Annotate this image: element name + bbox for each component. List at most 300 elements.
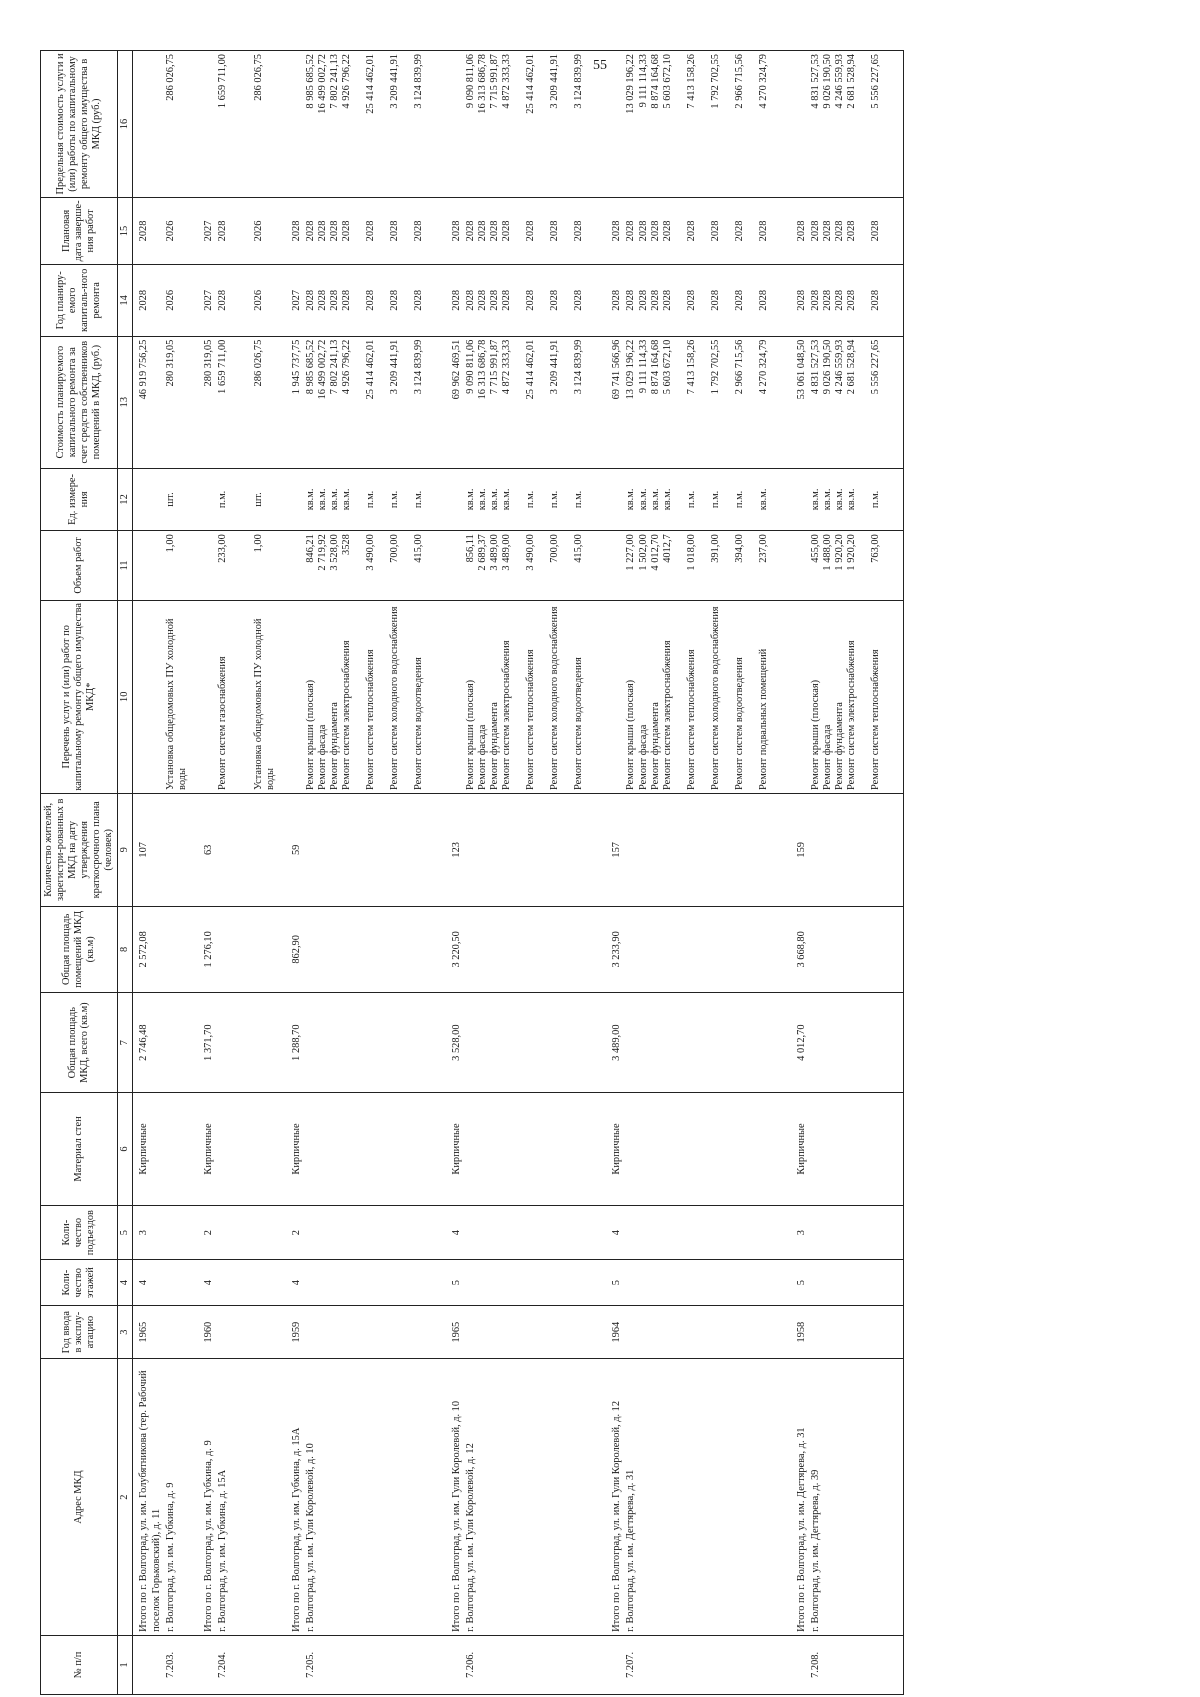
unit-value: п.м.	[216, 490, 228, 509]
repair-year-value: 2028	[413, 289, 425, 311]
total-area-cell	[216, 993, 286, 1093]
limit-cost-value: 286 026,75	[164, 54, 176, 101]
premises-area-cell	[304, 906, 446, 992]
wall-material-cell	[624, 1093, 790, 1206]
volume-value: 3 528,00	[329, 534, 341, 571]
unit-value: кв.м.	[845, 488, 857, 511]
limit-cost-cell	[446, 51, 464, 198]
unit-cell	[198, 468, 216, 531]
work-item: Ремонт фасада	[317, 724, 328, 790]
repair-year-cell	[446, 265, 464, 337]
work-item: Ремонт подвальных помещений	[757, 648, 769, 790]
cost-cell	[304, 336, 446, 468]
work-item: Ремонт фундамента	[833, 702, 845, 790]
cost-value: 4 831 527,53	[809, 339, 821, 395]
volume-value: 4012,7	[661, 534, 673, 563]
entrances-cell: 3	[791, 1205, 809, 1260]
residents-cell: 59	[286, 794, 304, 907]
works-cell	[464, 600, 606, 793]
header-cell: Предельная стоимость услуги и (или) работы по капитальному ремонту общего имущества в МКД (руб.)	[41, 51, 118, 198]
volume-value: 415,00	[413, 534, 425, 563]
limit-cost-value: 7 413 158,26	[685, 54, 697, 109]
volume-value: 1 920,20	[833, 534, 845, 571]
volume-value: 2 689,37	[477, 534, 489, 571]
header-cell: Коли-чество подъездов	[41, 1205, 118, 1260]
row-number-cell	[606, 1635, 624, 1694]
total-area-cell	[164, 993, 198, 1093]
column-number: 5	[118, 1205, 133, 1260]
repair-year-value: 2028	[451, 289, 463, 311]
works-cell	[809, 600, 904, 793]
unit-value: кв.м.	[649, 488, 661, 511]
limit-cost-value: 13 029 196,22	[625, 54, 637, 114]
limit-cost-value: 3 124 839,99	[573, 54, 585, 109]
header-cell: Общая площадь помещений МКД (кв.м)	[41, 906, 118, 992]
address-row	[624, 51, 790, 1695]
limit-cost-value: 7 715 991,87	[489, 54, 501, 109]
summary-row	[446, 51, 464, 1695]
premises-area-cell	[164, 906, 198, 992]
unit-value: п.м.	[525, 490, 537, 509]
entrances-cell: 3	[133, 1205, 164, 1260]
floors-cell	[624, 1260, 790, 1306]
repair-year-value: 2028	[611, 289, 623, 311]
premises-area-cell	[216, 906, 286, 992]
year-built-cell: 1965	[133, 1305, 164, 1358]
header-cell: Объем работ	[41, 531, 118, 600]
completion-year-value: 2028	[216, 220, 228, 242]
unit-cell	[606, 468, 624, 531]
total-area-cell: 2 746,48	[133, 993, 164, 1093]
wall-material-cell: Кирпичные	[198, 1093, 216, 1206]
column-number: 10	[118, 600, 133, 793]
total-area-cell: 3 528,00	[446, 993, 464, 1093]
unit-value: шт.	[164, 492, 176, 507]
premises-area-cell: 1 276,10	[198, 906, 216, 992]
rotated-table-container	[40, 50, 1148, 1695]
unit-cell	[624, 468, 790, 531]
completion-year-value: 2028	[138, 220, 150, 242]
volume-cell	[464, 531, 606, 600]
header-cell: № п/п	[41, 1635, 118, 1694]
premises-area-cell: 3 668,80	[791, 906, 809, 992]
completion-year-value: 2028	[501, 220, 513, 242]
volume-value: 700,00	[549, 534, 561, 563]
cost-cell	[216, 336, 286, 468]
volume-value: 1,00	[164, 534, 176, 553]
completion-year-value: 2028	[795, 220, 807, 242]
unit-cell	[133, 468, 164, 531]
residents-cell	[216, 794, 286, 907]
cost-value: 5 603 672,10	[661, 339, 673, 395]
floors-cell	[216, 1260, 286, 1306]
summary-row	[286, 51, 304, 1695]
cost-value	[241, 340, 253, 465]
limit-cost-value: 4 926 796,22	[341, 54, 353, 109]
completion-date-cell	[164, 197, 198, 264]
volume-value: 3528	[341, 534, 353, 555]
residents-cell	[809, 794, 904, 907]
volume-value: 1,00	[252, 534, 264, 553]
volume-value: 3 489,00	[501, 534, 513, 571]
completion-year-value: 2028	[413, 220, 425, 242]
works-cell	[791, 600, 809, 793]
repair-year-value: 2028	[216, 289, 228, 311]
address-row	[464, 51, 606, 1695]
floors-cell	[164, 1260, 198, 1306]
repair-year-value: 2028	[525, 289, 537, 311]
repair-year-cell	[791, 265, 809, 337]
residents-cell	[464, 794, 606, 907]
unit-cell	[164, 468, 198, 531]
completion-year-value: 2028	[477, 220, 489, 242]
cost-value: 46 919 756,25	[138, 339, 150, 400]
completion-year-value: 2028	[833, 220, 845, 242]
cost-value: 1 659 711,00	[216, 339, 228, 394]
unit-value: кв.м.	[625, 488, 637, 511]
limit-cost-value: 1 659 711,00	[216, 54, 228, 109]
completion-date-cell	[304, 197, 446, 264]
cost-value: 25 414 462,01	[365, 339, 377, 400]
limit-cost-cell	[133, 51, 164, 198]
work-item: Ремонт систем водоотведения	[573, 657, 585, 790]
completion-date-cell	[133, 197, 164, 264]
entrances-cell	[624, 1205, 790, 1260]
completion-year-value: 2028	[733, 220, 745, 242]
wall-material-cell: Кирпичные	[791, 1093, 809, 1206]
year-built-cell: 1959	[286, 1305, 304, 1358]
repair-year-cell	[464, 265, 606, 337]
floors-cell: 4	[133, 1260, 164, 1306]
row-number-cell: 7.204.	[216, 1635, 286, 1694]
repair-year-value: 2028	[795, 289, 807, 311]
wall-material-cell	[304, 1093, 446, 1206]
unit-value: кв.м.	[833, 488, 845, 511]
limit-cost-value: 9 090 811,06	[465, 54, 477, 109]
address-cell: Итого по г. Волгоград, ул. им. Голубятникова (тер. Рабочий поселок Горьковский), д. 11	[133, 1359, 164, 1635]
limit-cost-value: 1 792 702,55	[709, 54, 721, 109]
volume-cell	[133, 531, 164, 600]
works-cell	[198, 600, 216, 793]
completion-date-cell	[464, 197, 606, 264]
limit-cost-value: 4 246 559,93	[833, 54, 845, 109]
repair-year-value: 2028	[317, 289, 328, 311]
completion-year-value: 2027	[202, 220, 214, 242]
cost-value: 4 246 559,93	[833, 339, 845, 395]
unit-value: п.м.	[685, 490, 697, 509]
address-row	[216, 51, 286, 1695]
completion-year-value: 2028	[365, 220, 377, 242]
residents-cell: 123	[446, 794, 464, 907]
unit-cell	[304, 468, 446, 531]
repair-year-cell	[286, 265, 304, 337]
repair-year-value: 2028	[341, 289, 353, 311]
volume-value: 700,00	[389, 534, 401, 563]
header-cell: Перечень услуг и (или) работ по капитальному ремонту общего имущества МКД*	[41, 600, 118, 793]
repair-year-value: 2026	[252, 289, 264, 311]
volume-value: 233,00	[216, 534, 228, 563]
wall-material-cell	[464, 1093, 606, 1206]
cost-value: 7 802 241,13	[329, 339, 341, 395]
completion-year-value: 2028	[625, 220, 637, 242]
unit-value: п.м.	[573, 490, 585, 509]
completion-date-cell	[216, 197, 286, 264]
limit-cost-value: 5 603 672,10	[661, 54, 673, 109]
repair-year-cell	[133, 265, 164, 337]
limit-cost-cell	[624, 51, 790, 198]
repair-year-value: 2028	[573, 289, 585, 311]
work-item: Ремонт фасада	[821, 724, 833, 790]
work-item: Установка общедомовых ПУ холодной воды	[164, 618, 188, 790]
header-cell: Количество жителей, зарегистри-рованных в МКД на дату утверждения краткосрочного плана (человек)	[41, 794, 118, 907]
repair-year-value: 2028	[869, 289, 881, 311]
volume-cell	[198, 531, 216, 600]
column-number: 15	[118, 197, 133, 264]
column-number: 2	[118, 1359, 133, 1635]
address-row	[164, 51, 198, 1695]
year-built-cell	[164, 1305, 198, 1358]
cost-value: 9 026 190,50	[821, 339, 833, 395]
unit-value: кв.м.	[477, 488, 489, 511]
volume-value: 846,21	[304, 534, 316, 563]
unit-value: п.м.	[389, 490, 401, 509]
header-cell: Коли-чество этажей	[41, 1260, 118, 1306]
column-number: 14	[118, 265, 133, 337]
volume-value: 3 489,00	[489, 534, 501, 571]
limit-cost-cell	[164, 51, 198, 198]
column-number: 7	[118, 993, 133, 1093]
repair-year-value: 2028	[477, 289, 489, 311]
cost-value: 280 319,05	[164, 339, 176, 387]
cost-cell	[133, 336, 164, 468]
work-item: Ремонт систем теплоснабжения	[525, 649, 537, 790]
volume-cell	[164, 531, 198, 600]
completion-year-value: 2028	[549, 220, 561, 242]
entrances-cell: 2	[286, 1205, 304, 1260]
cost-value: 3 209 441,91	[389, 339, 401, 395]
repair-year-value: 2028	[549, 289, 561, 311]
summary-row	[133, 51, 164, 1695]
cost-cell	[286, 336, 304, 468]
work-item: Ремонт систем электроснабжения	[661, 640, 673, 790]
repair-year-cell	[606, 265, 624, 337]
column-number: 12	[118, 468, 133, 531]
entrances-cell	[216, 1205, 286, 1260]
column-number: 16	[118, 51, 133, 198]
floors-cell	[304, 1260, 446, 1306]
volume-value: 1 488,00	[821, 534, 833, 571]
repair-year-cell	[304, 265, 446, 337]
limit-cost-value: 16 313 686,78	[477, 54, 489, 114]
cost-value: 8 985 685,52	[304, 339, 316, 395]
unit-value: кв.м.	[317, 488, 328, 511]
unit-value: п.м.	[413, 490, 425, 509]
premises-area-cell	[624, 906, 790, 992]
entrances-cell	[304, 1205, 446, 1260]
cost-value: 69 741 566,96	[611, 339, 623, 400]
cost-cell	[164, 336, 198, 468]
repair-year-cell	[624, 265, 790, 337]
limit-cost-value: 9 111 114,33	[637, 54, 649, 108]
row-number-cell	[446, 1635, 464, 1694]
column-number: 1	[118, 1635, 133, 1694]
work-item: Ремонт систем водоотведения	[413, 657, 425, 790]
total-area-cell: 1 371,70	[198, 993, 216, 1093]
cost-cell	[791, 336, 809, 468]
work-item: Ремонт систем электроснабжения	[845, 640, 857, 790]
work-item: Ремонт систем холодного водоснабжения	[549, 606, 561, 790]
unit-cell	[286, 468, 304, 531]
cost-value: 7 413 158,26	[685, 339, 697, 395]
total-area-cell	[624, 993, 790, 1093]
floors-cell: 5	[791, 1260, 809, 1306]
address-cell: Итого по г. Волгоград, ул. им. Губкина, д. 15А	[286, 1359, 304, 1635]
unit-value: п.м.	[733, 490, 745, 509]
entrances-cell	[164, 1205, 198, 1260]
wall-material-cell: Кирпичные	[133, 1093, 164, 1206]
unit-value: кв.м.	[757, 488, 769, 511]
cost-cell	[198, 336, 216, 468]
work-item: Ремонт фасада	[637, 724, 649, 790]
residents-cell: 107	[133, 794, 164, 907]
cost-value: 9 090 811,06	[465, 339, 477, 394]
row-number-cell: 7.207.	[624, 1635, 790, 1694]
work-item: Ремонт систем газоснабжения	[216, 656, 228, 790]
volume-cell	[606, 531, 624, 600]
repair-year-cell	[216, 265, 286, 337]
total-area-cell: 3 489,00	[606, 993, 624, 1093]
total-area-cell: 4 012,70	[791, 993, 809, 1093]
header-cell: Материал стен	[41, 1093, 118, 1206]
cost-value: 4 270 324,79	[757, 339, 769, 395]
work-item: Ремонт крыши (плоская)	[809, 679, 821, 790]
volume-value: 2 719,92	[317, 534, 328, 571]
row-number-cell: 7.206.	[464, 1635, 606, 1694]
cost-value: 3 209 441,91	[549, 339, 561, 395]
floors-cell	[464, 1260, 606, 1306]
completion-year-value: 2028	[809, 220, 821, 242]
limit-cost-value: 8 985 685,52	[304, 54, 316, 109]
cost-value: 1 792 702,55	[709, 339, 721, 395]
work-item: Ремонт фундамента	[329, 702, 341, 790]
unit-value: кв.м.	[341, 488, 353, 511]
repair-year-value: 2028	[465, 289, 477, 311]
work-item: Ремонт систем холодного водоснабжения	[389, 606, 401, 790]
repair-year-value: 2028	[757, 289, 769, 311]
work-item: Ремонт систем холодного водоснабжения	[709, 606, 721, 790]
volume-value: 3 490,00	[365, 534, 377, 571]
completion-year-value: 2028	[525, 220, 537, 242]
work-item: Ремонт фундамента	[649, 702, 661, 790]
works-cell	[606, 600, 624, 793]
address-cell: г. Волгоград, ул. им. Губкина, д. 9	[164, 1359, 198, 1635]
cost-cell	[464, 336, 606, 468]
completion-year-value	[241, 201, 253, 261]
volume-cell	[809, 531, 904, 600]
residents-cell: 159	[791, 794, 809, 907]
unit-value: шт.	[252, 492, 264, 507]
repair-year-value: 2028	[329, 289, 341, 311]
repair-year-value: 2028	[637, 289, 649, 311]
residents-cell	[624, 794, 790, 907]
repair-year-value: 2028	[365, 289, 377, 311]
works-cell	[133, 600, 164, 793]
capital-repair-table	[40, 50, 904, 1695]
volume-value: 3 490,00	[525, 534, 537, 571]
work-item: Ремонт систем электроснабжения	[501, 640, 513, 790]
year-built-cell: 1960	[198, 1305, 216, 1358]
works-cell	[624, 600, 790, 793]
cost-value: 286 026,75	[252, 339, 264, 387]
entrances-cell	[464, 1205, 606, 1260]
works-cell	[304, 600, 446, 793]
repair-year-value: 2028	[809, 289, 821, 311]
wall-material-cell: Кирпичные	[286, 1093, 304, 1206]
year-built-cell: 1958	[791, 1305, 809, 1358]
year-built-cell	[464, 1305, 606, 1358]
work-item: Ремонт фасада	[477, 724, 489, 790]
limit-cost-value: 5 556 227,65	[869, 54, 881, 109]
completion-year-value: 2028	[637, 220, 649, 242]
wall-material-cell: Кирпичные	[606, 1093, 624, 1206]
header-cell: Год ввода в эксплу-атацию	[41, 1305, 118, 1358]
completion-year-value: 2028	[290, 220, 302, 242]
completion-year-value: 2028	[489, 220, 501, 242]
cost-value: 4 926 796,22	[341, 339, 353, 395]
work-item: Ремонт фундамента	[489, 702, 501, 790]
row-number-cell: 7.203.	[164, 1635, 198, 1694]
year-built-cell	[809, 1305, 904, 1358]
floors-cell: 4	[286, 1260, 304, 1306]
work-item: Ремонт систем теплоснабжения	[365, 649, 377, 790]
unit-value: кв.м.	[304, 488, 316, 511]
wall-material-cell: Кирпичные	[446, 1093, 464, 1206]
limit-cost-value: 3 209 441,91	[389, 54, 401, 109]
column-number: 8	[118, 906, 133, 992]
volume-value: 1 920,20	[845, 534, 857, 571]
volume-value: 415,00	[573, 534, 585, 563]
limit-cost-cell	[791, 51, 809, 198]
cost-value: 2 681 528,94	[845, 339, 857, 395]
limit-cost-cell	[216, 51, 286, 198]
limit-cost-value: 25 414 462,01	[525, 54, 537, 114]
limit-cost-value: 3 209 441,91	[549, 54, 561, 109]
table-body	[133, 51, 903, 1695]
completion-date-cell	[606, 197, 624, 264]
repair-year-cell	[809, 265, 904, 337]
repair-year-value: 2028	[501, 289, 513, 311]
row-number-cell: 7.205.	[304, 1635, 446, 1694]
repair-year-value: 2028	[138, 289, 150, 311]
limit-cost-cell	[304, 51, 446, 198]
volume-value: 1 018,00	[685, 534, 697, 571]
header-row	[41, 51, 118, 1695]
summary-row	[791, 51, 809, 1695]
work-item: Ремонт систем водоотведения	[733, 657, 745, 790]
repair-year-value: 2028	[821, 289, 833, 311]
total-area-cell	[809, 993, 904, 1093]
unit-cell	[791, 468, 809, 531]
works-cell	[286, 600, 304, 793]
address-row	[809, 51, 904, 1695]
work-item: Ремонт крыши (плоская)	[625, 679, 637, 790]
repair-year-value: 2028	[833, 289, 845, 311]
completion-year-value: 2028	[649, 220, 661, 242]
completion-year-value: 2026	[164, 220, 176, 242]
residents-cell: 63	[198, 794, 216, 907]
repair-year-value: 2028	[304, 289, 316, 311]
repair-year-value: 2028	[709, 289, 721, 311]
